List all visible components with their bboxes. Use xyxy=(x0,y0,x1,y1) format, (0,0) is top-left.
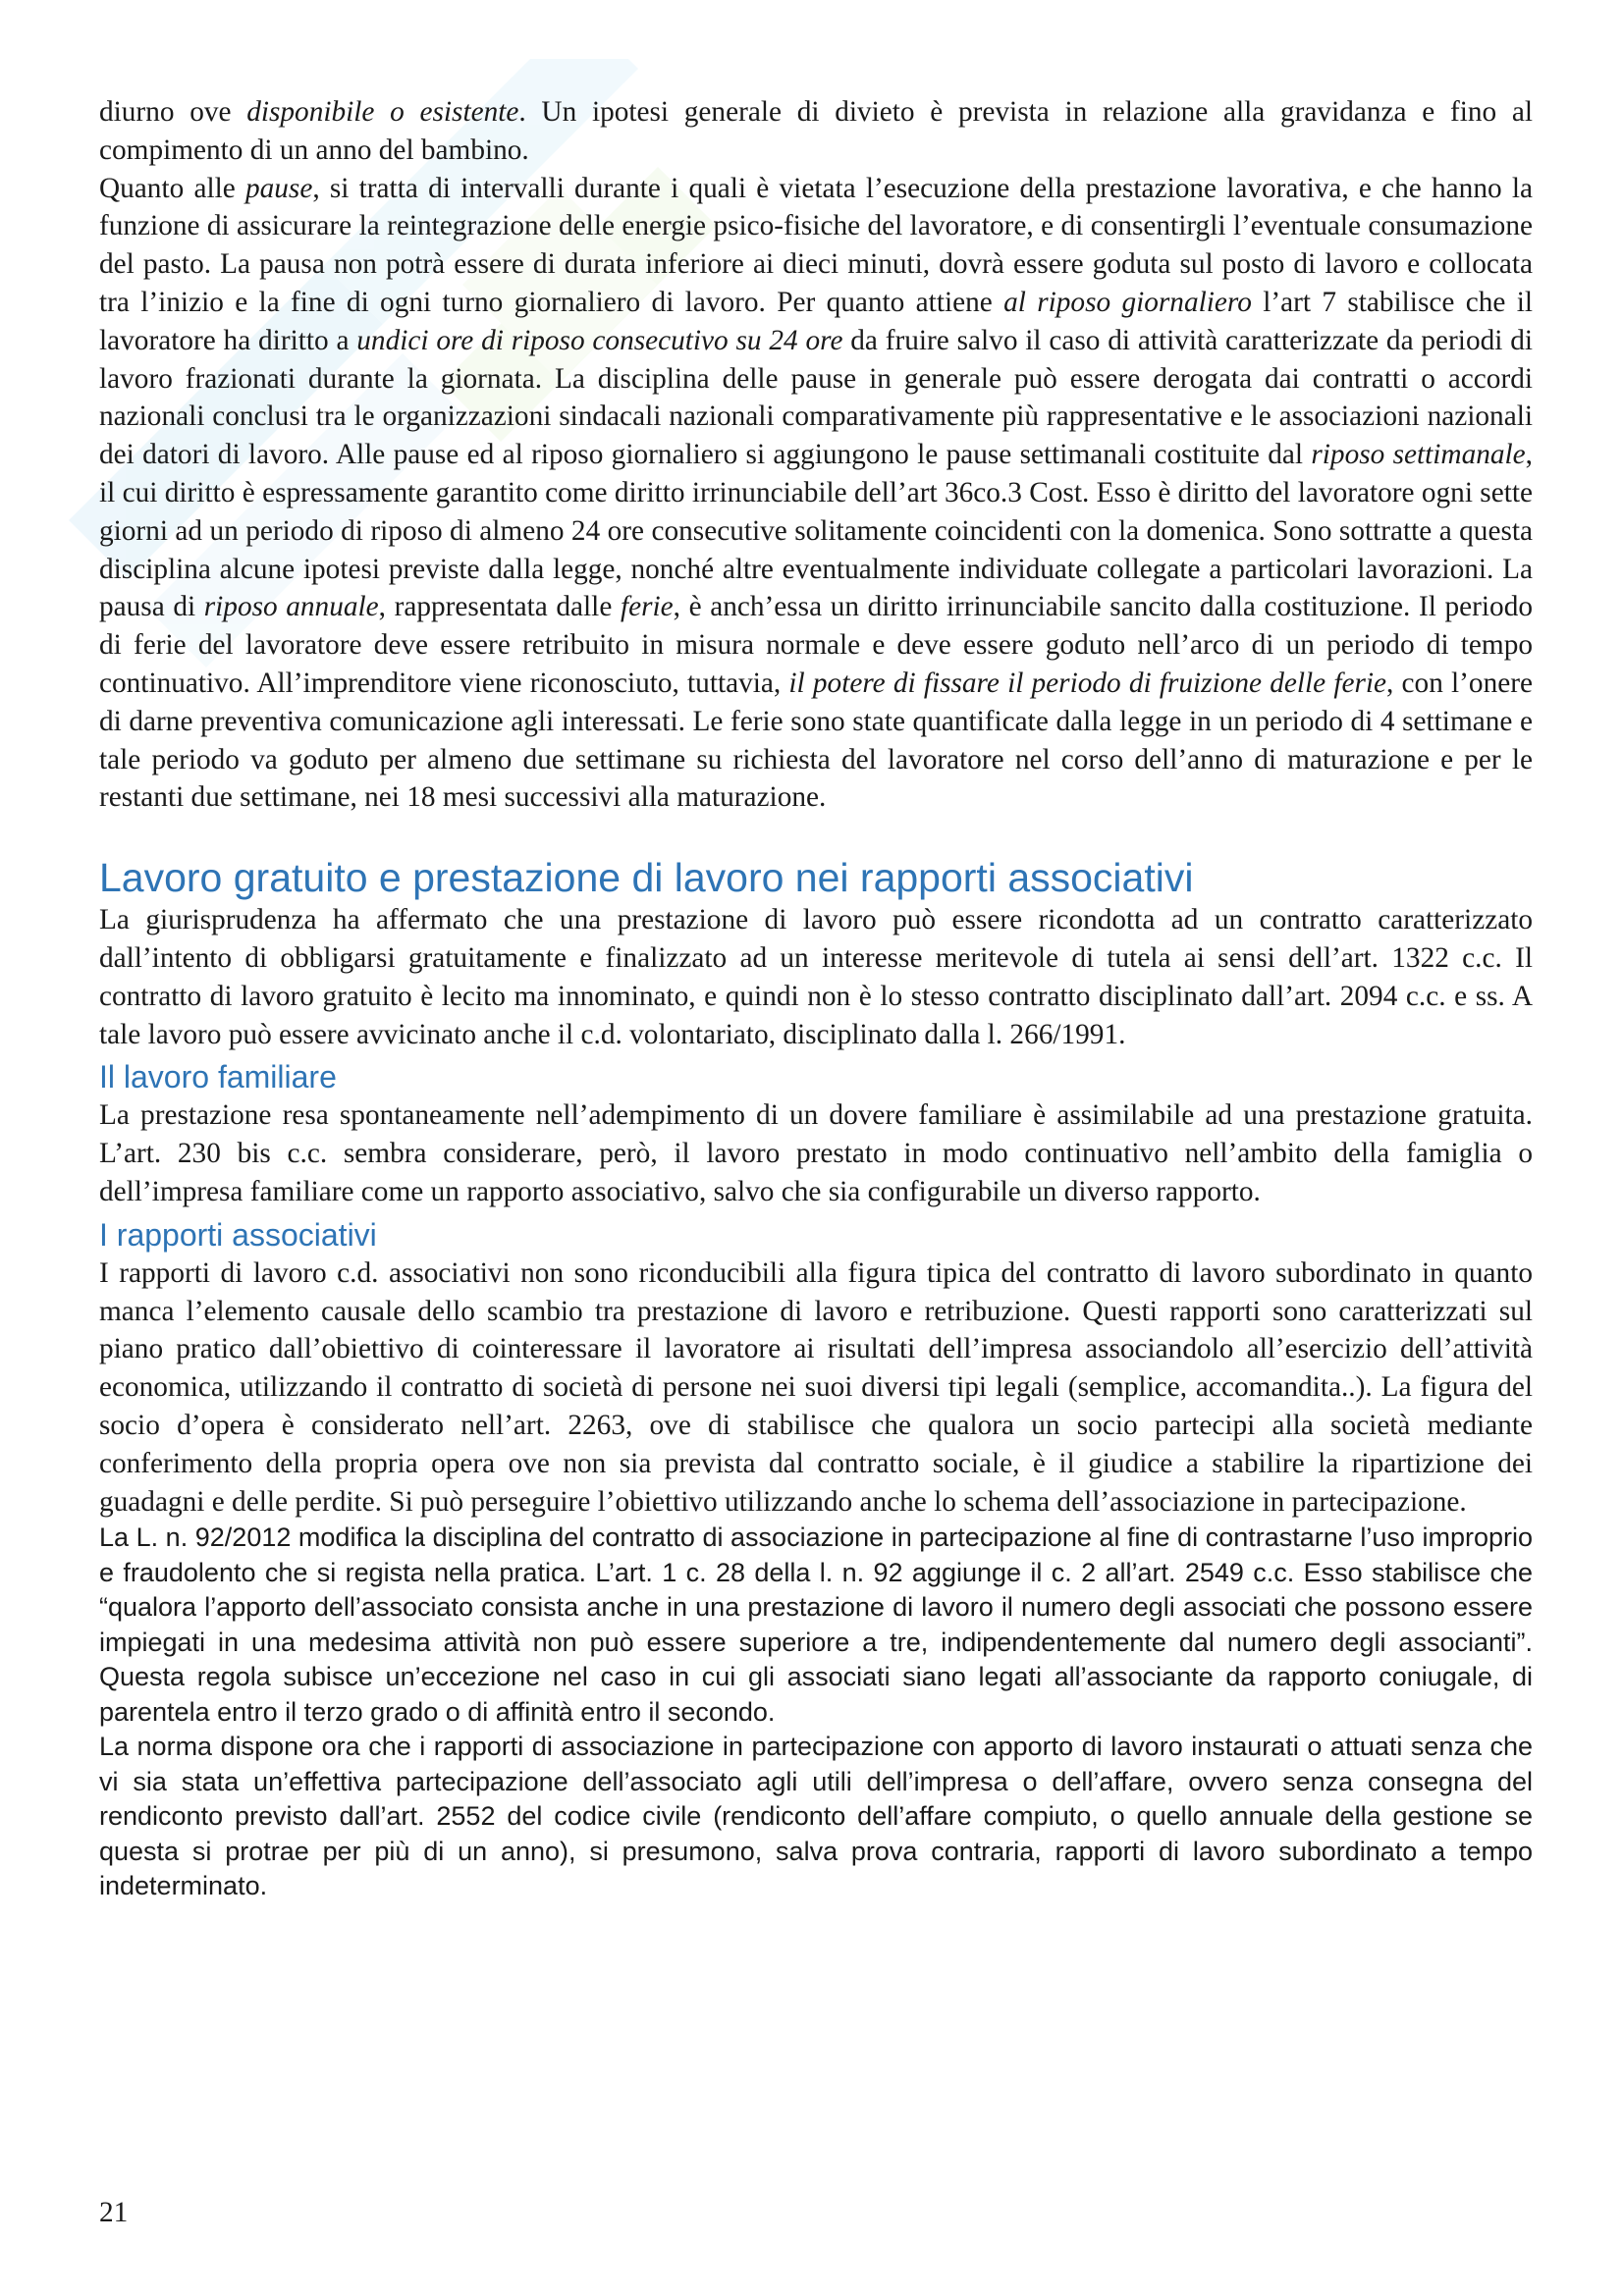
paragraph-presumption-subordinate-work: La norma dispone ora che i rapporti di associazione in partecipazione con apporto di lavoro instaurati o attuati senza che vi sia stata un’effettiva partecipazione dell’associato agli utili dell’impresa o dell’affare, ovvero senza consegna del rendiconto previsto dall’art. 2552 del codice civile (rendiconto dell’affare compiuto, o quello annuale della gestione se questa si protrae per più di un anno), si presumono, salva prova contraria, rapporti di lavoro subordinato a tempo indeterminato. xyxy=(99,1732,1533,1901)
paragraph-work-schedule: diurno ove disponibile o esistente. Un ipotesi generale di divieto è prevista in relazione alla gravidanza e fino al compimento di un anno del bambino. xyxy=(99,96,1533,166)
paragraph-free-work: La giurisprudenza ha affermato che una prestazione di lavoro può essere ricondotta ad un contratto caratterizzato dall’intento di obbligarsi gratuitamente e finalizzato ad un interesse meritevole di tutela ai sensi dell’art. 1322 c.c. Il contratto di lavoro gratuito è lecito ma innominato, e quindi non è lo stesso contratto disciplinato dall’art. 2094 c.c. e ss. A tale lavoro può essere avvicinato anche il c.d. volontariato, disciplinato dalla l. 266/1991. xyxy=(99,904,1533,1050)
paragraph-pauses-and-rest: Quanto alle pause, si tratta di intervalli durante i quali è vietata l’esecuzione della prestazione lavorativa, e che hanno la funzione di assicurare la reintegrazione delle energie psico-fisiche del lavoratore, e di consentirgli l’eventuale consumazione del pasto. La pausa non potrà essere di durata inferiore ai dieci minuti, dovrà essere goduta sul posto di lavoro e collocata tra l’inizio e la fine di ogni turno giornaliero di lavoro. Per quanto attiene al riposo giornaliero l’art 7 stabilisce che il lavoratore ha diritto a undici ore di riposo consecutivo su 24 ore da fruire salvo il caso di attività caratterizzate da periodi di lavoro frazionati durante la giornata. La disciplina delle pause in generale può essere derogata dai contratti o accordi nazionali conclusi tra le organizzazioni sindacali nazionali comparativamente più rappresentative e le associazioni nazionali dei datori di lavoro. Alle pause ed al riposo giornaliero si aggiungono le pause settimanali costituite dal riposo settimanale, il cui diritto è espressamente garantito come diritto irrinunciabile dell’art 36co.3 Cost. Esso è diritto del lavoratore ogni sette giorni ad un periodo di riposo di almeno 24 ore consecutive solitamente coincidenti con la domenica. Sono sottratte a questa disciplina alcune ipotesi previste dalla legge, nonché altre eventualmente individuate collegate a particolari lavorazioni. La pausa di riposo annuale, rappresentata dalle ferie, è anch’essa un diritto irrinunciabile sancito dalla costituzione. Il periodo di ferie del lavoratore deve essere retribuito in misura normale e deve essere goduto nell’arco di un periodo di tempo continuativo. All’imprenditore viene riconosciuto, tuttavia, il potere di fissare il periodo di fruizione delle ferie, con l’onere di darne preventiva comunicazione agli interessati. Le ferie sono state quantificate dalla legge in un periodo di 4 settimane e tale periodo va goduto per almeno due settimane su richiesta del lavoratore nel corso dell’anno di maturazione e per le restanti due settimane, nei 18 mesi successivi alla maturazione. xyxy=(99,172,1533,814)
subheading-family-work: Il lavoro familiare xyxy=(99,1059,337,1095)
main-content xyxy=(99,93,1533,1904)
page-number: 21 xyxy=(99,2197,129,2228)
section-heading-free-work: Lavoro gratuito e prestazione di lavoro nei rapporti associativi xyxy=(99,855,1194,901)
paragraph-family-work: La prestazione resa spontaneamente nell’adempimento di un dovere familiare è assimilabile ad una prestazione gratuita. L’art. 230 bis c.c. sembra considerare, però, il lavoro prestato in modo continuativo nell’ambito della famiglia o dell’impresa familiare come un rapporto associativo, salvo che sia configurabile un diverso rapporto. xyxy=(99,1099,1533,1207)
subheading-associative-relations: I rapporti associativi xyxy=(99,1216,377,1253)
paragraph-associative-relations: I rapporti di lavoro c.d. associativi non sono riconducibili alla figura tipica del contratto di lavoro subordinato in quanto manca l’elemento causale dello scambio tra prestazione di lavoro e retribuzione. Questi rapporti sono caratterizzati sul piano pratico dall’obiettivo di cointeressare il lavoratore ai risultati dell’impresa associandolo all’esercizio dell’attività economica, utilizzando il contratto di società di persone nei suoi diversi tipi legali (semplice, accomandita..). La figura del socio d’opera è considerato nell’art. 2263, ove di stabilisce che qualora un socio partecipi alla società mediante conferimento della propria opera ove non sia prevista dal contratto sociale, è il giudice a stabilire la ripartizione dei guadagni e delle perdite. Si può perseguire l’obiettivo utilizzando anche lo schema dell’associazione in partecipazione. xyxy=(99,1256,1533,1518)
paragraph-law-92-2012: La L. n. 92/2012 modifica la disciplina del contratto di associazione in partecipazione al fine di contrastarne l’uso improprio e fraudolento che si regista nella pratica. L’art. 1 c. 28 della l. n. 92 aggiunge il c. 2 all’art. 2549 c.c. Esso stabilisce che “qualora l’apporto dell’associato consista anche in una prestazione di lavoro il numero degli associati che possono essere impiegati in una medesima attività non può essere superiore a tre, indipendentemente dal numero degli associanti”. Questa regola subisce un’eccezione nel caso in cui gli associati siano legati all’associante da rapporto coniugale, di parentela entro il terzo grado o di affinità entro il secondo. xyxy=(99,1522,1533,1727)
